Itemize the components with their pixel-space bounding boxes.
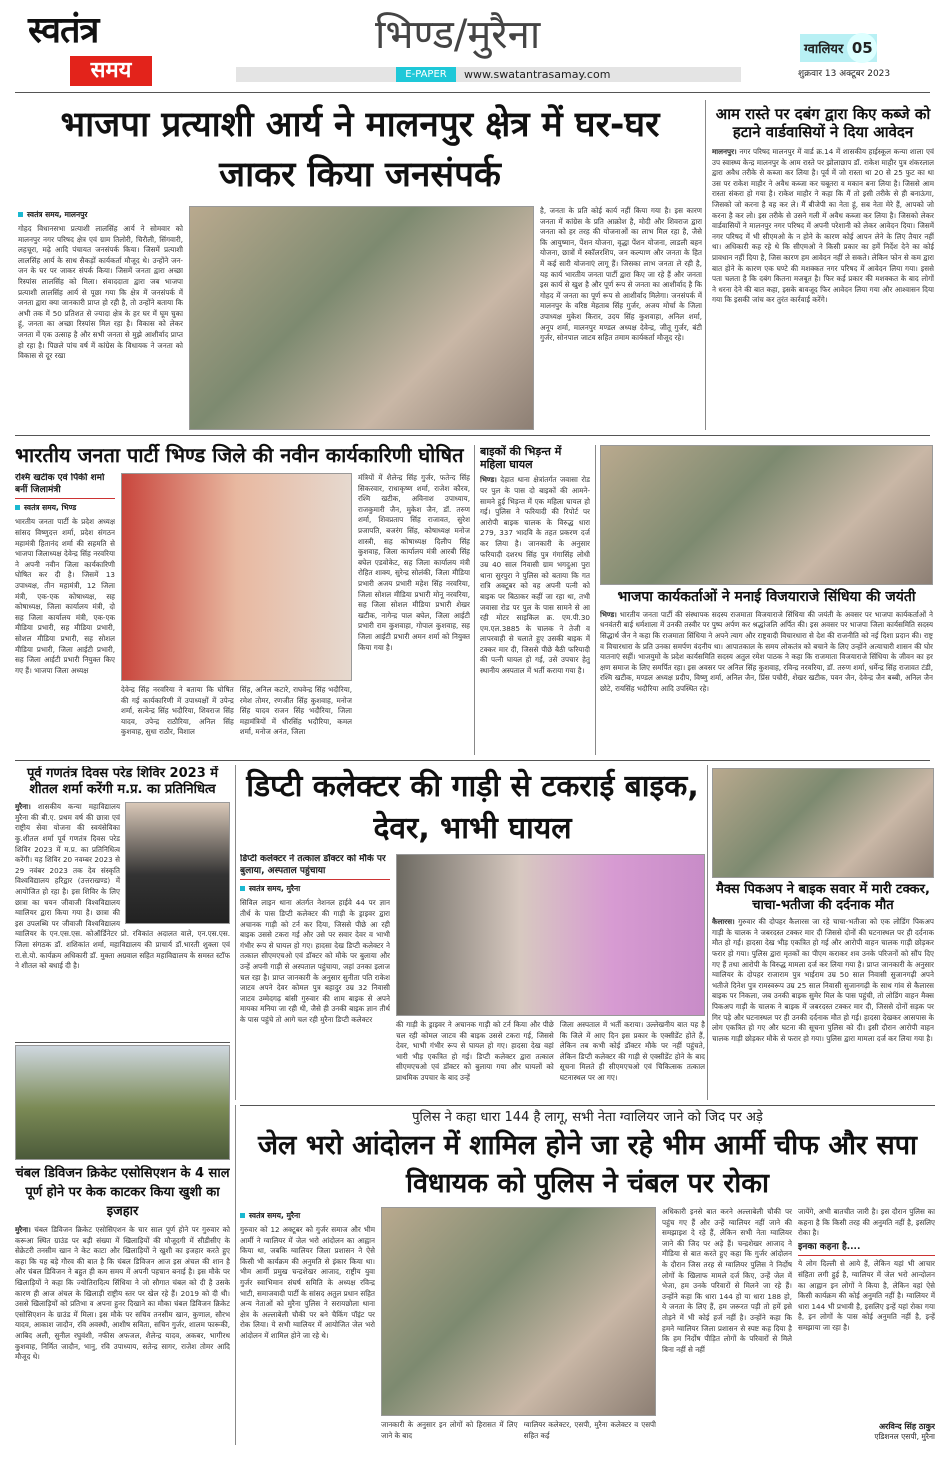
story10 (240, 1109, 935, 1442)
story8-dateline: कैलारस। (712, 917, 735, 927)
site-url[interactable]: www.swatantrasamay.com (464, 68, 611, 81)
story9 (15, 1045, 230, 1442)
story4-dateline: भिण्ड। (480, 475, 497, 485)
story1 (18, 100, 702, 430)
story3-col4: मंत्रियों में शैलेन्द्र सिंह गुर्जर, फतेन्द सिंह सिकरवार, राधाकृष्ण शर्मा, राजेश कौरव, रश्मि खटीक, अविनाश उपाध्याय, राजकुमारी जैन, मुकेश जैन, डॉ. तरुण शर्मा, शिवप्रताप सिंह राजावत, सुरेश प्रजापति, बजरंग सिंह, कोषाध्यक्ष मनोज शास्त्री, सह कोषाध्यक्ष दिलीप सिंह कुशवाह, जिला कार्यालय मंत्री आरबी सिंह बघेल एडवोकेट, सह जिला कार्यालय मंत्री रोहित शाक्य, सुरेन्द्र सोलंकी, जिला मीडिया प्रभारी अजय प्रभारी महेश सिंह नरवरिया, जिला सोशल मीडिया प्रभारी मोनू नरवरिया, सह जिला सोशल मीडिया प्रभारी शेखर खटीक, नागेन्द्र पाल बघेल, जिला आईटी प्रभारी राम कुशवाहा, गोपाल कुशवाह, सह जिला आईटी प्रभारी अमन शर्मा को नियुक्त किया गया है। (358, 473, 470, 652)
story2-headline: आम रास्ते पर दबंग द्वारा किए कब्जे को हटाने वार्डवासियों ने दिया आवेदन (715, 105, 931, 141)
story2 (712, 105, 934, 430)
story7-col3: जिला अस्पताल में भर्ती कराया। उल्लेखनीय बात यह है कि जिले में आए दिन इस प्रकार के एक्सीडेंट होते हैं, लेकिन तब कभी कोई डॉक्टर मौके पर नहीं पहुंचते, लेकिन डिप्टी कलेक्टर की गाड़ी से एक्सीडेंट होने के बाद सूचना मिलते ही सीएमएचओ एवं चिकित्सक तत्काल घटनास्थल पर आ गए। (559, 1020, 705, 1082)
story2-text: नगर परिषद मालनपुर में वार्ड क्र.14 में शासकीय हाईस्कूल कन्या शाला एवं उप स्वास्थ्य केन्द्र मालनपुर के आम रास्ते पर झोलाछाप डॉ. राकेश माहौर पुत्र शंकरलाल द्वारा अवैध तरीके से कब्जा कर लिया है। पूर्व में जो रास्ता था 20 से 25 फुट का था उस पर राकेश माहौर ने अवैध कब्जा कर चबूतरा व मकान बना लिया है। जिससे आम रास्ता संकरा हो गया है। राकेश माहौर ने कहा कि मैं तो इसी तरीके से ही बनाऊंगा, जिसको जो करना है वह कर ले। मैं बीजेपी का नेता हूं, सब नेता मेरे हैं, आपको जो करना है कर लो। इस तरीके से उसने गली में अवैध कब्जा कर लिया है। जिसको लेकर वार्डवासियों ने मालनपुर नगर परिषद में अपनी परेशानी को लेकर आवेदन दिया। जिसमें नगर परिषद में भी सीएमओ के न होने के कारण कोई आपन लेने के लिए तैयार नहीं था। अधिकारी कह रहे थे कि सीएमओ ने किसी प्रकार का हमें निर्देश देने का कोई प्रावधान नहीं दिया है, जिस कारण हम आवेदन नहीं ले सकते। लेकिन फोन से कम द्वारा बात होने के कारण एक घण्टे की मशक्कत नगर परिषद में आवेदन लिया गया। इससे पता चलता है कि दबंग कितना मजबूत है। फिर कई प्रकार की मशक्कत के बाद लोगों ने धरना देने की बात कहा, इसके बावजूद फिर आवेदन लिया गया और आश्वासन दिया गया कि इसकी जांच कर तुरंत कार्रवाई करेंगे। (712, 147, 934, 305)
story8-headline: मैक्स पिकअप ने बाइक सवार में मारी टक्कर, चाचा-भतीजा की दर्दनाक मौत (716, 882, 930, 913)
story7-photo (396, 854, 705, 1016)
story8-photo (712, 768, 934, 878)
story1-photo (189, 206, 534, 430)
story10-col1: गुरुवार को 12 अक्टूबर को गुर्जर समाज और भीम आर्मी ने ग्वालियर में जेल भरो आंदोलन का आह्वान किया था, जबकि ग्वालियर जिला प्रशासन ने ऐसे किसी भी कार्यक्रम की अनुमति से इंकार किया था। भीम आर्मी प्रमुख चन्द्रशेखर आजाद, राष्ट्रीय युवा गुर्जर स्वाभिमान संघर्ष समिति के अध्यक्ष रविन्द्र भाटी, समाजवादी पार्टी के सांसद अतुल प्रधान सहित अन्य नेताओं को मुरैना पुलिस ने सरायछोला थाना क्षेत्र के अल्लाबेली चौकी पर बने चैकिंग पॉइंट पर रोक लिया। ये सभी ग्वालियर में आयोजित जेल भरो आंदोलन में शामिल होने जा रहे थे। (240, 1225, 375, 1340)
story4 (480, 445, 590, 755)
story6-dateline: मुरैना। (15, 802, 31, 812)
story3-col3: सिंह, अनिल कटारे, राघवेन्द्र सिंह भदौरिया, रमेश तोमर, रणजीत सिंह कुशवाह, मनोज सिंह यादव राजन सिंह भदौरिया, जिला महामंत्रियों में धीरसिंह भदौरिया, कमल शर्मा, मनोज अनंत, जिला (239, 685, 352, 737)
story3-col2: देवेन्द्र सिंह नरवरिया ने बताया कि घोषित की गई कार्यकारिणी में उपाध्यक्षों में उपेन्द्र शर्मा, सत्येन्द्र सिंह भदौरिया, शिवराज सिंह यादव, उपेन्द्र राठौरिया, अनिल सिंह कुशवाह, सुधा राठौर, विशाल (121, 685, 234, 737)
story10-caption: जानकारी के अनुसार इन लोगों को हिरासत में लिए जाने के बाद (381, 1420, 518, 1440)
story10-col4: जायेंगे, अभी बातचीत जारी है। इस दौरान पुलिस का कहना है कि किसी तरह की अनुमति नहीं है, इसलिए रोका है। (798, 1207, 935, 1238)
story7-col2: की गाड़ी के ड्राइवर ने अचानक गाड़ी को टर्न किया और पीछे चल रही कोमल जाटव की बाइक उससे टकरा गई, जिससे देवर, भाभी गंभीर रूप से घायल हो गए। हादसा देख वहां भारी भीड़ एकत्रित हो गई। डिप्टी कलेक्टर द्वारा तत्काल सीएमएचओ एवं डॉक्टर को बुलाया गया और घायलों को प्राथमिक उपचार के बाद उन्हें (396, 1020, 554, 1082)
story10-byline: स्वतंत्र समय, मुरैना (240, 1211, 375, 1221)
masthead (0, 0, 945, 95)
story10-headline: जेल भरो आंदोलन में शामिल होने जा रहे भीम आर्मी चीफ और सपा विधायक को पुलिस ने चंबल पर रोका (257, 1130, 918, 1199)
story5-body (600, 610, 933, 755)
story10-col3: अधिकारी इनसे बात करने अल्लाबेली चौकी पर पहुंच गए हैं और उन्हें ग्वालियर नहीं जाने की समझाइश दे रहे हैं, लेकिन सभी नेता ग्वालियर जाने की जिद पर अड़े हैं। चन्द्रशेखर आजाद ने मीडिया से बात करते हुए कहा कि गुर्जर आंदोलन के दौरान जिस तरह से ग्वालियर पुलिस ने निर्दोष लोगों के खिलाफ मामले दर्ज किए, उन्हें जेल में भेजा, हम उनके परिवारों से मिलने जा रहे हैं। उन्होंने कहा कि धारा 144 हो या धारा 188 हो, ये जनता के लिए हैं, हम जरूरत पड़ी तो हमें इसे तोड़ने में भी कोई हर्ज नहीं है। उन्होंने कहा कि हमने ग्वालियर जिला प्रशासन से स्पष्ट कह दिया है कि हम निर्दोष पीड़ित लोगों के परिवारों से मिले बिना नहीं से नहीं (662, 1207, 792, 1354)
city-badge (800, 34, 877, 62)
story10-kicker: पुलिस ने कहा धारा 144 है लागू, सभी नेता ग्वालियर जाने को जिद पर अड़े (412, 1110, 763, 1125)
story7-headline: डिप्टी कलेक्टर की गाड़ी से टकराई बाइक, देवर, भाभी घायल (246, 769, 699, 846)
story3-photo (121, 473, 352, 681)
page-number: 05 (847, 33, 877, 63)
story9-headline: चंबल डिविजन क्रिकेट एसोसिएशन के 4 साल पूर्ण होने पर केक काटकर किया खुशी का इजहार (15, 1166, 230, 1219)
story5-headline: भाजपा कार्यकर्ताओं ने मनाई विजयाराजे सिंधिया की जयंती (617, 589, 916, 605)
story3 (15, 443, 470, 755)
url-bar (236, 67, 741, 82)
story6-text: शासकीय कन्या महाविद्यालय मुरैना की बी.ए. प्रथम वर्ष की छात्रा एवं राष्ट्रीय सेवा योजना की स्वयंसेविका कु.शीतल शर्मा पूर्व गणतंत्र दिवस परेड शिविर 2023 में म.प्र. का प्रतिनिधित्व करेंगी। यह शिविर 20 नवम्बर 2023 से 29 नवंबर 2023 तक देव संस्कृति विश्वविद्यालय हरिद्वार (उत्तराखण्ड) में आयोजित हो रहा है। इस शिविर के लिए छात्रा का चयन जीवाजी विश्वविद्यालय ग्वालियर द्वारा किया गया है। छात्रा की इस उपलब्धि पर जीवाजी विश्वविद्यालय ग्वालियर के एन.एस.एस. कोऑर्डिनेटर प्रो. रविकांत अदालत वाले, एन.एस.एस. जिला संगठक डॉ. शशिकांत शर्मा, महाविद्यालय की प्राचार्य डॉ.भारती शुक्ला एवं रा.से.यो. कार्यक्रम अधिकारी डॉ. मुक्ता अग्रवाल सहित महाविद्यालय के समस्त स्टॉफ ने शीतल को बधाई दी है। (15, 802, 230, 971)
story10-subhead2: इनका कहना है.... (798, 1242, 935, 1257)
story5 (600, 445, 933, 755)
story7 (240, 766, 705, 1100)
story8 (712, 768, 934, 1100)
story2-dateline: मालनपुर। (712, 147, 737, 156)
story7-subhead: डिप्टी कलेक्टर ने तत्काल डॉक्टर को मौके पर बुलाया, अस्पताल पहुंचाया (240, 854, 390, 880)
story6-headline: पूर्व गणतंत्र दिवस परेड शिविर 2023 में शीतल शर्मा करेंगी म.प्र. का प्रतिनिधित्व (26, 766, 219, 797)
story3-col1: भारतीय जनता पार्टी के प्रदेश अध्यक्ष सांसद विष्णुदत्त शर्मा, प्रदेश संगठन महामंत्री हितानंद शर्मा की सहमति से भाजपा जिलाध्यक्ष देवेन्द्र सिंह नरवरिया ने अपनी नवीन जिला कार्यकारिणी घोषित कर दी है। जिसमें 13 उपाध्यक्ष, तीन महामंत्री, 12 जिला मंत्री, एक-एक कोषाध्यक्ष, सह कोषाध्यक्ष, जिला कार्यालय मंत्री, दो सह जिला कार्यालय मंत्री, एक-एक मीडिया प्रभारी, सह मीडिया प्रभारी, सोशल मीडिया प्रभारी, सह सोशल मीडिया प्रभारी, जिला आईटी प्रभारी, सह जिला आईटी प्रभारी नियुक्त किए गए हैं। भाजपा जिला अध्यक्ष (15, 517, 115, 675)
edition-title: भिण्ड/मुरैना (375, 12, 541, 58)
story9-dateline: मुरैना। (15, 1225, 31, 1234)
story9-photo (15, 1045, 230, 1160)
logo-top: स्वतंत्र (28, 10, 99, 51)
story4-text: देहात थाना क्षेत्रांतर्गत जवासा रोड पर पुल के पास दो बाइकों की आमने-सामने हुई भिड़न्त में एक महिला घायल हो गई। पुलिस ने फरियादी की रिपोर्ट पर आरोपी बाइक चालक के विरुद्ध धारा 279, 337 भादवि के तहत प्रकरण दर्ज कर लिया है। जानकारी के अनुसार फरियादी दशरथ सिंह पुत्र गंगासिंह लोधी उम्र 40 साल निवासी ग्राम भगदुआ पुरा थाना सुरपुरा ने पुलिस को बताया कि गत रात्रि अक्टूबर को वह अपनी पत्नी को बाइक पर बिठाकर कहीं जा रहा था, तभी जवासा रोड पर पुल के पास सामने से आ रही मोटर साइकिल क्र. एम.पी.30 एम.एल.3885 के चालक ने तेजी व लापरवाही से चलाते हुए उसकी बाइक में टक्कर मार दी, जिससे पीछे बैठी फरियादी की पत्नी घायल हो गई, उसे उपचार हेतु स्थानीय अस्पताल में भर्ती कराया गया है। (480, 475, 590, 676)
story1-byline: स्वतंत्र समय, मालनपुर (18, 210, 183, 220)
story9-text: चंबल डिविजन क्रिकेट एसोसिएशन के चार साल पूर्ण होने पर गुरुवार को करूआ स्थित ग्राउंड पर बड़ी संख्या में खिलाड़ियों की मौजूदगी में सीडीसीए के सेक्रेटरी तनसीम खान ने केट काटा और खिलाड़ियों ने खुशी का इजहार करते हुए कहा कि यह बड़े गौरव की बात है कि चंबल डिविजन आज इस अंचल की शान है और चंबल डिविजन ने बहुत ही कम समय में अपनी पहचान बनाई है। इस मौके पर खिलाड़ियों ने कहा कि ज्योतिरादित्य सिंधिया ने जो सौगात चंबल को दी है उसके कारण ही आज अंचल के खिलाड़ी राष्ट्रीय स्तर पर खेल रहे हैं। 2019 को दी थी। उससे खिलाड़ियों को प्रतिभा व अपना हुनर दिखाने का मौका चंबल डिविजन क्रिकेट एसोसिएशन के ग्राउंड में मिला। इस मौके पर सचिव तनसीम खान, कुणाल, सौरभ यादव, आकाश जादौन, रवि अवस्थी, आशीष सविता, सचिन गुर्जर, शालम फारूकी, आबिद अली, सुनील रघुवंशी, नफीस अफजल, शैलेन्द्र यादव, अकबर, भागीरथ कुशवाह, निर्मित जादौन, भानु, रवि उपाध्याय, सतेन्द्र सागर, राजेश तोमर आदि मौजूद थे। (15, 1225, 230, 1362)
story10-sign-title: एडिशनल एसपी, मुरैना (874, 1432, 935, 1441)
story5-dateline: भिण्ड। (600, 609, 617, 619)
story4-body (480, 475, 590, 755)
story6-body (15, 802, 230, 1040)
story3-subhead: रश्मि खटीक एवं पिंकी शर्मा बनीं जिलामंत्री (15, 473, 115, 499)
story10-quote: ये लोग दिल्ली से आये हैं, लेकिन यहां भी आचार संहिता लगी हुई है, ग्वालियर में जेल भरो आन्दोलन का आह्वान इन लोगों ने किया है, लेकिन वहां ऐसे किसी कार्यक्रम की कोई अनुमति नहीं है। ग्वालियर में धारा 144 भी प्रभावी है, इसलिए इन्हें यहां रोका गया है, इन लोगों के पास कोई अनुमति नहीं है, इन्हें समझाया जा रहा है। (798, 1259, 935, 1333)
story5-photo (600, 445, 933, 585)
story7-col1: सिविल लाइन थाना अंतर्गत नेशनल हाईवे 44 पर ज्ञान तीर्थ के पास डिप्टी कलेक्टर की गाड़ी के ड्राइवर द्वारा अचानक गाड़ी को टर्न कर दिया, जिससे पीछे आ रही बाइक उससे टकरा गई और उसे पर सवार देवर व भाभी गंभीर रूप से घायल हो गए। हादसा देख डिप्टी कलेक्टर ने तत्काल सीएमएचओ एवं डॉक्टर को मौके पर बुलाया और उन्हें अपनी गाड़ी से अस्पताल पहुंचाया, जहां उनका इलाज चल रहा है। प्राप्त जानकारी के अनुसार सुनीता पति राकेश जाटव अपने देवर कोमल पुत्र बहादुर उम्र 32 निवासी जाटव उम्मेदगढ़ बांसी गुरुवार की शाम बाइक से अपने मायका मनिया जा रही थी, जैसे ही उनकी बाइक ज्ञान तीर्थ के पास पहुंचे तो आगे चल रही मुरैना डिप्टी कलेक्टर (240, 898, 390, 1024)
story10-col2: ग्वालियर कलेक्टर, एसपी, मुरैना कलेक्टर व एसपी सहित कई (523, 1420, 656, 1440)
issue-date: शुक्रवार 13 अक्टूबर 2023 (798, 69, 891, 79)
story4-headline: बाइकों की भिड़न्त में महिला घायल (480, 445, 562, 472)
story8-body (712, 917, 934, 1100)
story7-byline: स्वतंत्र समय, मुरैना (240, 884, 390, 894)
story5-text: भारतीय जनता पार्टी की संस्थापक सदस्य राजमाता विजयाराजे सिंधिया की जयंती के अवसर पर भाजपा कार्यकर्ताओं ने धनवंतरी बाई धर्मशाला में उनकी तस्वीर पर पुष्प अर्पण कर श्रद्धांजलि अर्पित की। इस अवसर पर भाजपा जिला कार्यसमिति सदस्य सिद्धार्थ जैन ने कहा कि राजमाता सिंधिया ने अपने त्याग और राष्ट्रवादी विचारधारा से देश की राजनीति को नई दिशा प्रदान की। राष्ट्र व विचारधारा के प्रति उनका समर्पण वंदनीय था। आपातकाल के समय लोकतंत्र को बचाने के लिए उन्होंने अत्याचारी शासन की घोर यातनाएं सहीं। भाजयुमो के प्रदेश कार्यसमिति सदस्य अतुल रमेश पाठक ने कहा कि राजमाता विजयाराजे सिंधिया के जीवन का हर क्षण समाज के लिए समर्पित रहा। इस अवसर पर अनिल सिंह कुशवाह, रविन्द्र नरवरिया, डॉ. तरुण शर्मा, धर्मेन्द्र सिंह राजावत टंडी, रश्मि खटीक, मण्डल अध्यक्ष प्रदीप, विष्णु शर्मा, अनिल जैन, प्रिंस पचौरी, शेखर खटीक, पवन जैन, देवेन्द्र जैन बब्बी, अनिल जैन छोटे, रायसिंह भदौरिया आदि उपस्थित रहे। (600, 609, 933, 693)
story10-photo (381, 1207, 656, 1416)
city-label: ग्वालियर (804, 42, 844, 57)
story6 (15, 766, 230, 1040)
story3-byline: स्वतंत्र समय, भिण्ड (15, 503, 115, 513)
logo-bottom: समय (70, 56, 152, 86)
story2-body (712, 147, 934, 430)
epaper-label: E-PAPER (396, 67, 456, 82)
story3-headline: भारतीय जनता पार्टी भिण्ड जिले की नवीन कार्यकारिणी घोषित (15, 443, 464, 467)
story1-col1: गोहद विधानसभा प्रत्याशी लालसिंह आर्य ने सोमवार को मालनपुर नगर परिषद क्षेत्र एवं ग्राम तिलोरी, चिरौली, सिंगवारी, लहचूरा, मढ़े आदि पंचायत जनसंपर्क किया। जिसमें प्रत्याशी लालसिंह आर्य के साथ सैकड़ों कार्यकर्ता मौजूद थे। उन्होंने जन-जन के घर पर जाकर संपर्क किया। जिसमें जनता द्वारा अच्छा रिस्पांस लालसिंह को मिला। संवाददाता द्वारा जब भाजपा प्रत्याशी लालसिंह आर्य से पूछा गया कि क्षेत्र में जनसंपर्क में जनता द्वारा क्या जानकारी प्राप्त हो रही है, तो उन्होंने बताया कि अभी तक में 50 प्रतिशत से ज्यादा क्षेत्र के हर घर में घूम चुका हूं, जनता का अच्छा रिस्पांस मिल रहा है। विकास को लेकर जनता में एक उत्साह है और सभी जनता से मुझे आशीर्वाद प्राप्त हो रहा है। पिछले पांच वर्ष में कांग्रेस के विधायक ने जनता को विकास से दूर रखा (18, 224, 183, 361)
story10-sign-name: अरविन्द सिंह ठाकुर (878, 1422, 935, 1431)
story1-headline: भाजपा प्रत्याशी आर्य ने मालनपुर क्षेत्र में घर-घर जाकर किया जनसंपर्क (60, 105, 660, 195)
story8-text: गुरुवार की दोपहर कैलारस जा रहे चाचा-भतीजा को एक लोडिंग पिकअप गाड़ी के चालक ने जबरदस्त टक्कर मार दी जिससे दोनों की घटनास्थल पर ही दर्दनाक मौत हो गई। हादसा देख भीड़ एकत्रित हो गई और आरोपी वाहन चालक गाड़ी छोड़कर फरार हो गया। पुलिस द्वारा मृतकों का पीएम कराकर शव उनके परिजनों को सौंप दिए गए हैं तथा आरोपी के विरुद्ध मामला दर्ज कर लिया गया है। प्राप्त जानकारी के अनुसार ग्वालियर के दोपहर राजाराम पुत्र भाईराम उम्र 50 साल निवासी सुजानगढ़ी अपने भतीजे दिनेश पुत्र रामस्वरूप उम्र 25 साल निवासी सुजानगढ़ी के साथ गांव से कैलारस बाइक पर निकला, जब उनकी बाइक सुमेर मिल के पास पहुंची, तो लोडिंग वाहन मैक्स पिकअप गाड़ी के चालक ने बाइक में जबरदस्त टक्कर मार दी, जिससे दोनों सड़क पर गिर पड़े और घटनास्थल पर ही उनकी दर्दनाक मौत हो गई। हादसा देखकर आसपास के लोग एकत्रित हो गए और घटना की सूचना पुलिस को दी। इसी दौरान आरोपी वाहन चालक गाड़ी छोड़कर मौके से फरार हो गया। पुलिस द्वारा मामला दर्ज कर लिया गया है। (712, 917, 934, 1043)
story9-body (15, 1225, 230, 1442)
story1-col2: है, जनता के प्रति कोई कार्य नहीं किया गया है। इस कारण जनता में कांग्रेस के प्रति आक्रोश है, मोदी और शिवराज द्वारा जनता को हर तरह की योजनाओं का लाभ मिल रहा है, जैसे कि आयुष्मान, पेंशन योजना, वृद्धा पेंशन योजना, लाडली बहन योजना, छात्रों में स्कॉलरशिप, जन कल्याण और जनता के हित में कई सारी योजनाएं लागू हैं। जिसका लाभ जनता ले रही है, यह कार्य भारतीय जनता पार्टी द्वारा किए जा रहे हैं और जनता इस कार्य से खुश है और पूर्ण रूप से जनता का आशीर्वाद है कि गोहद में जनता का पूर्ण रूप से आशीर्वाद मिलेगा। जनसंपर्क में मालनपुर के वरिष्ठ मेहताब सिंह गुर्जर, अजय मोर्चा के जिला उपाध्यक्ष मुकेश किरार, उदय सिंह कुशवाहा, अनिल शर्मा, अनूप शर्मा, मालनपुर मण्डल अध्यक्ष देवेन्द्र, जीतू गुर्जर, बंटी गुर्जर, सोनपाल जाटव सहित तमाम कार्यकर्ता मौजूद रहे। (540, 206, 702, 343)
story6-photo (125, 802, 230, 924)
